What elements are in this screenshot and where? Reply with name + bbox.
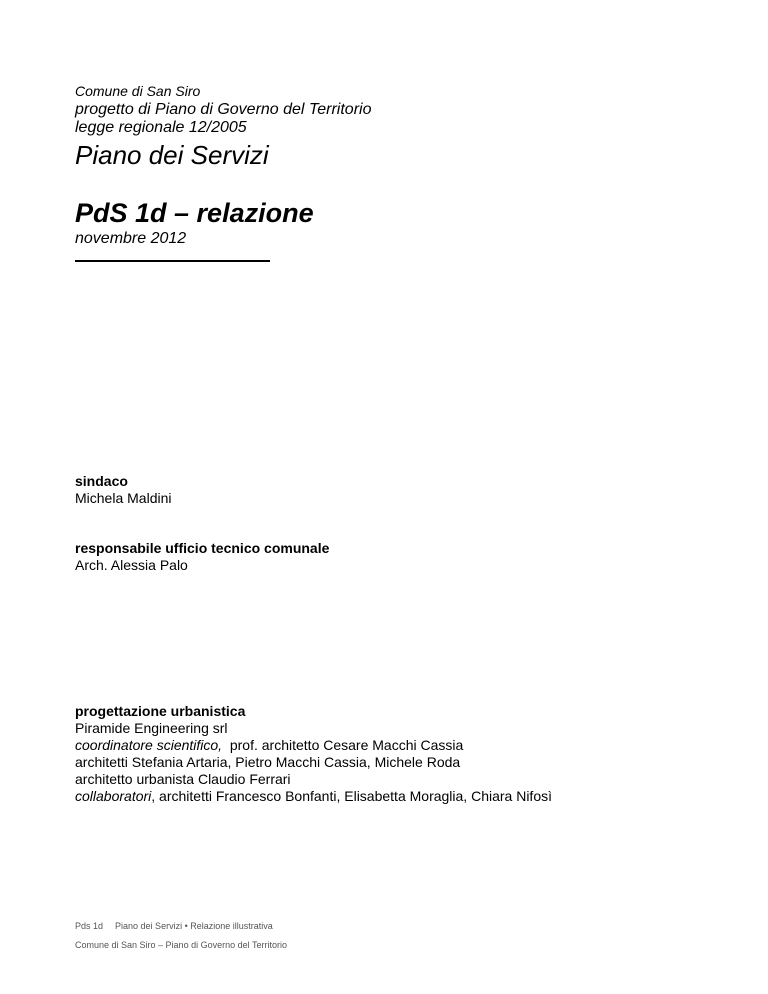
title-divider xyxy=(75,260,270,262)
footer-line-1 xyxy=(75,921,273,932)
mayor-heading: sindaco xyxy=(75,473,128,489)
planning-firm: Piramide Engineering srl xyxy=(75,720,228,736)
collaborators-role: collaboratori xyxy=(75,788,152,804)
document-code: PdS 1d – relazione xyxy=(75,198,314,228)
technical-office-section xyxy=(75,540,329,574)
collaborators-line xyxy=(75,788,552,805)
footer-line-2: Comune di San Siro – Piano di Governo del Territorio xyxy=(75,940,287,950)
mayor-section xyxy=(75,473,171,507)
municipality-name: Comune di San Siro xyxy=(75,83,201,99)
footer-description: Piano dei Servizi • Relazione illustrativa xyxy=(115,921,273,931)
mayor-name: Michela Maldini xyxy=(75,490,172,506)
coordinator-line xyxy=(75,737,552,754)
law-reference: legge regionale 12/2005 xyxy=(75,119,247,136)
footer-code: Pds 1d xyxy=(75,921,104,931)
technical-office-name: Arch. Alessia Palo xyxy=(75,557,188,573)
urban-planner-line: architetto urbanista Claudio Ferrari xyxy=(75,771,291,787)
technical-office-heading: responsabile ufficio tecnico comunale xyxy=(75,540,330,556)
coordinator-role: coordinatore scientifico, xyxy=(75,737,223,753)
planning-section xyxy=(75,703,552,805)
plan-title: Piano dei Servizi xyxy=(75,140,269,170)
planning-heading: progettazione urbanistica xyxy=(75,703,246,719)
project-title: progetto di Piano di Governo del Territorio xyxy=(75,101,372,118)
architects-line: architetti Stefania Artaria, Pietro Macchi Cassia, Michele Roda xyxy=(75,754,461,770)
coordinator-name: prof. architetto Cesare Macchi Cassia xyxy=(229,737,464,753)
document-date: novembre 2012 xyxy=(75,230,187,247)
collaborators-names: , architetti Francesco Bonfanti, Elisabetta Moraglia, Chiara Nifosì xyxy=(151,788,553,804)
